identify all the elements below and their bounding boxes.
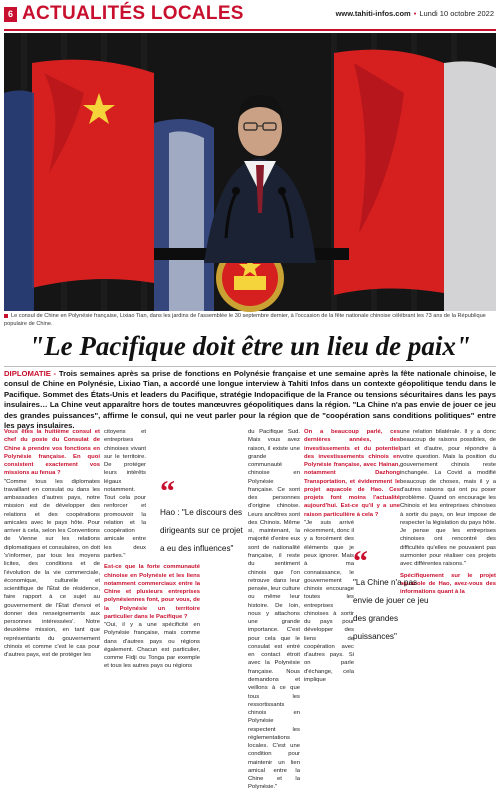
interview-answer: "Comme tous les diplomates travaillant en consulat ou dans les ambassades d'autres pays, notre mission est de développer des relations et des coopérations amicales avec le pays hôte. Pour arriver à cela, selon les Conventions de Vienne sur les relations diplomatiques et consulaires, on doit 's'informer, par tous les moyens licites, des conditions et de l'évolution de la vie commerciale, économique, culturelle et scientifique de l'État de résidence, faire rapport à ce sujet au gouvernement de l'État d'envoi et donner des renseignements aux personnes intéressées'. Notre deuxième mission, en tant que représentants du gouvernement chinois et comme c'est le cas pour d'autres pays, est de protéger les <box>4 478 100 659</box>
interview-answer: du Pacifique Sud. Mais vous avez raison, il existe une grande communauté chinoise en Polynésie française. Ce sont des personnes d'origine chinoise. Leurs ancêtres sont des Chinois. Même si, maintenant, la majorité d'entre eux sont de nationalité française, il reste du sentiment chinois que l'on retrouve dans leur pensée, leur culture ou même leur histoire. De loin, nous y attachons une grande importance. C'est pour cela que le consulat est entré en contact étroit avec la Polynésie française. Nous demandons et veillons à ce que tous les ressortissants chinois en Polynésie respectent les réglementations locales. C'est une condition pour maintenir un lien amical entre la Chine et la Polynésie." <box>248 429 300 791</box>
column-1 <box>4 428 100 659</box>
interview-question: Spécifiquement sur le projet aquacole de Hao, avez-vous des informations quant à la <box>400 572 496 596</box>
pull-quote-1 <box>160 475 244 556</box>
pull-quote-2 <box>353 545 437 644</box>
page-header <box>0 0 500 30</box>
flag-left-icon <box>32 60 154 288</box>
site-info <box>336 9 494 18</box>
interview-answer: "Je suis arrivé récemment, donc il y a forcément des éléments que je peux ignorer. Mais à ma connaissance, le gouvernement chinois encourage toutes les entreprises chinoises à sortir du pays pour développer des liens de coopération avec d'autres pays. Si on parle d'échange, cela implique <box>304 519 354 683</box>
main-photo <box>4 33 496 311</box>
issue-date: Lundi 10 octobre 2022 <box>419 9 494 18</box>
lead-text: Trois semaines après sa prise de fonctions en Polynésie française et une semaine après la fête nationale chinoise, le consul de Chine en Polynésie, Lixiao Tian, a accordé une longue interview à Tahiti Infos dans un contexte géopolitique tendu dans le Pacifique. Sommet des États-Unis et leaders du Pacifique, stratégie Indopacifique de la France ou tensions sécuritaires dans les pays insulaires… La Chine veut apparaître hors de toutes manœuvres géopolitiques dans la région. "La Chine n'a pas envie de jouer ce jeu des grandes puissances", affirme le consul, qui ne veut parler pour la région que de "coopération sans conditions politiques" entre les pays insulaires. <box>4 369 496 431</box>
headline-divider <box>4 366 496 367</box>
pull-quote-text: "La Chine n'a pas envie de jouer ce jeu des grandes puissances" <box>353 578 429 641</box>
quote-mark-icon: “ <box>353 545 368 578</box>
header-divider <box>4 29 496 31</box>
quote-mark-icon: “ <box>160 475 175 508</box>
interview-question: Est-ce que la forte communauté chinoise en Polynésie et les liens notamment commerciaux entre la Chine et plusieurs entreprises polynésiennes font, pour vous, de la Polynésie un territoire particulier dans le Pacifique ? <box>104 564 200 620</box>
section-title: ACTUALITÉS LOCALES <box>22 3 244 24</box>
interview-answer: une relation bilatérale. Il y a donc beaucoup de raisons possibles, de part et d'autre, pour répondre à votre question. Mais la position du gouvernement chinois reste inchangée. La Covid a modifié beaucoup de choses, mais il y a d'autres raisons qui ont pu poser problème. Quand on encourage les Chinois et les entreprises chinoises à sortir du pays, on leur impose de respecter la législation du pays hôte. Je pense que les entreprises chinoises ont rencontré des difficultés qu'elles ne pouvaient pas surmonter pour réaliser ces projets avec différentes raisons." <box>400 429 496 568</box>
separator-dot-icon: • <box>413 9 417 18</box>
article-lead <box>4 369 496 432</box>
pull-quote-text: Hao : "Le discours des dirigeants sur ce projet a eu des influences" <box>160 508 243 553</box>
site-url[interactable]: www.tahiti-infos.com <box>335 9 411 18</box>
interview-answer: "Oui, il y a une spécificité en Polynésie française, mais comme dans d'autres pays ou régions également. Chacun est particulier, comme Fidji ou Tonga par exemple et tous les autres pays ou régions <box>104 622 200 670</box>
interview-answer: citoyens et entreprises chinoises vivant sur le territoire. De protéger leurs intérêts légaux notamment. Tout cela pour renforcer et promouvoir la relation et la coopération amicale entre les deux parties." <box>104 429 146 559</box>
page-number: 6 <box>4 7 17 22</box>
caption-square-icon <box>4 314 8 318</box>
interview-question: On a beaucoup parlé, ces dernières années, des investissements et du potentiel des investissements chinois en Polynésie française, avec Hainan, notamment Dazhong Transportation, et évidemment le projet aquacole de Hao. Ces projets font moins l'actualité aujourd'hui. Est-ce qu'il y a une raison particulière à cela ? <box>304 429 400 518</box>
lead-kicker: DIPLOMATIE - <box>4 369 59 378</box>
article-headline: "Le Pacifique doit être un lieu de paix" <box>29 331 471 361</box>
photo-caption: Le consul de Chine en Polynésie française, Lixiao Tian, dans les jardins de l'assemblée le 30 septembre dernier, à l'occasion de la fête nationale chinoise célébrant les 73 ans de la République populaire de Chine. <box>4 313 486 327</box>
interview-question: Vous êtes la huitième consul et chef du poste du Consulat de Chine à prendre vos fonctions en Polynésie française. En quoi consistent exactement vos missions au fenua ? <box>4 429 100 477</box>
